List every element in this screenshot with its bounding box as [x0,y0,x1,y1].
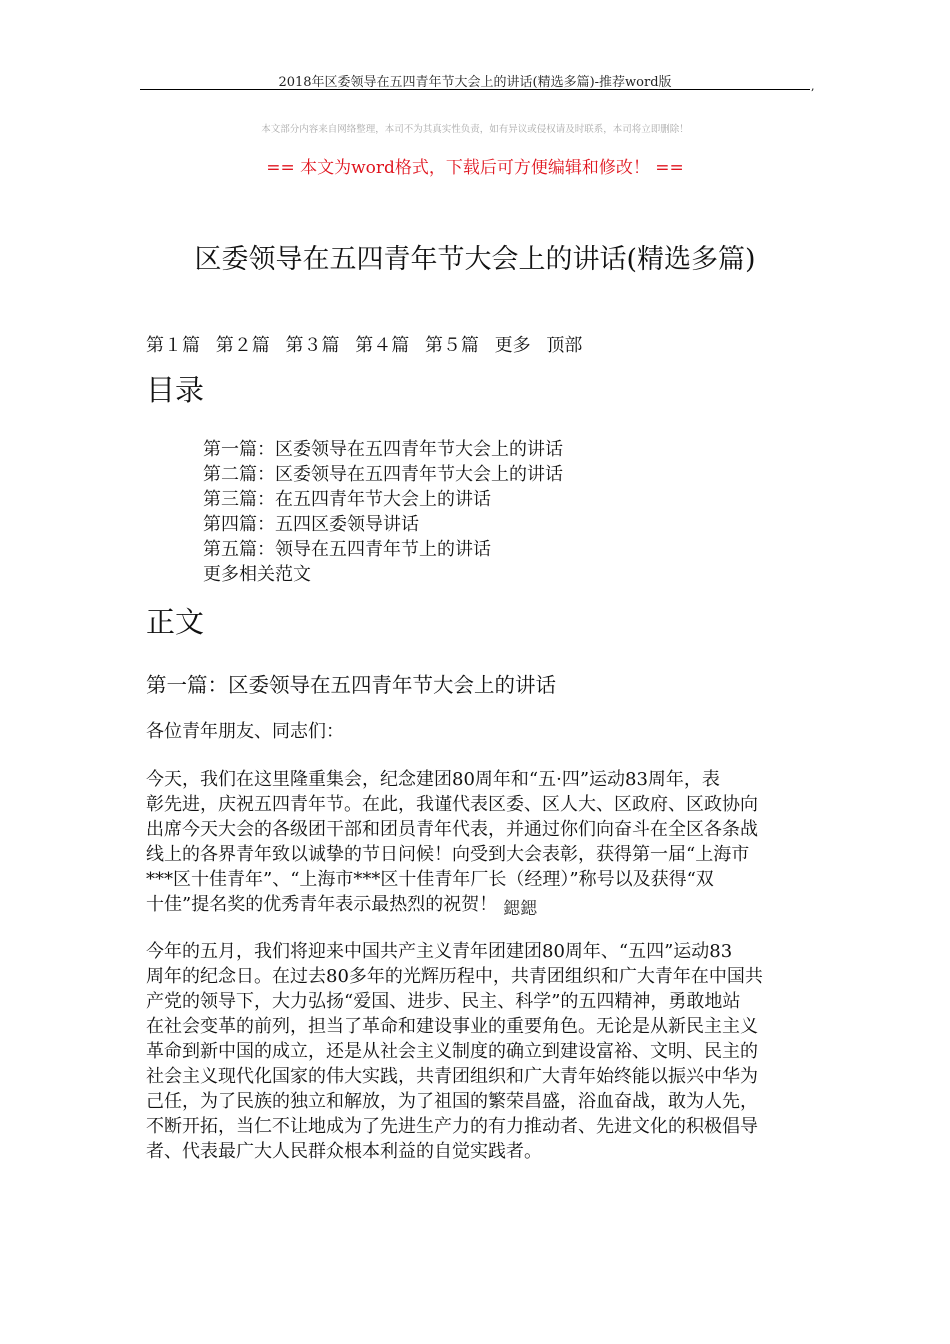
salutation-text: 各位青年朋友、同志们： [146,721,344,742]
paragraph-line: 产党的领导下，大力弘扬“爱国、进步、民主、科学”的五四精神，勇敢地站 [146,991,741,1012]
header-rule [140,89,810,90]
paragraph-line: 不断开拓，当仁不让地成为了先进生产力的有力推动者、先进文化的积极倡导 [146,1116,758,1137]
salutation [146,719,811,744]
toc-item-more[interactable]: 更多相关范文 [203,564,311,585]
chapter-title: 第一篇：区委领导在五四青年节大会上的讲话 [146,673,556,697]
nav-link-chapter-1[interactable]: 第１篇 [146,335,200,356]
disclaimer-text: 本文部分内容来自网络整理，本司不为其真实性负责，如有异议或侵权请及时联系，本司将立即删除！ [261,124,689,135]
chapter-nav [146,331,592,357]
paragraph-1 [146,767,811,918]
paragraph-line-last [146,892,811,918]
word-format-notice: == 本文为word格式，下载后可方便编辑和修改！ == [266,158,684,178]
running-header: 2018年区委领导在五四青年节大会上的讲话(精选多篇)-推荐word版 [278,75,672,90]
garbled-glyph-stamp: 鍶鍶 [503,899,538,919]
paragraph-line: 今天，我们在这里隆重集会，纪念建团80周年和“五·四”运动83周年，表 [146,769,720,790]
toc-item[interactable]: 第三篇：在五四青年节大会上的讲话 [203,489,491,510]
toc-item[interactable]: 第一篇：区委领导在五四青年节大会上的讲话 [203,439,563,460]
header-mark: , [811,80,815,93]
paragraph-line: 今年的五月，我们将迎来中国共产主义青年团建团80周年、“五四”运动83 [146,941,733,962]
nav-link-chapter-5[interactable]: 第５篇 [424,335,479,356]
toc-item[interactable]: 第二篇：区委领导在五四青年节大会上的讲话 [203,464,563,485]
nav-link-chapter-4[interactable]: 第４篇 [355,335,410,356]
toc-item[interactable]: 第五篇：领导在五四青年节上的讲话 [203,539,491,560]
paragraph-line: 彰先进，庆祝五四青年节。在此，我谨代表区委、区人大、区政府、区政协向 [146,794,758,815]
nav-link-chapter-2[interactable]: 第２篇 [215,335,270,356]
paragraph-line: 社会主义现代化国家的伟大实践，共青团组织和广大青年始终能以振兴中华为 [146,1066,758,1087]
nav-link-chapter-3[interactable]: 第３篇 [285,335,340,356]
nav-link-more[interactable]: 更多 [494,335,531,356]
body-heading: 正文 [146,605,205,639]
toc-heading: 目录 [146,373,205,407]
paragraph-line: 者、代表最广大人民群众根本利益的自觉实践者。 [146,1141,542,1162]
paragraph-line: 革命到新中国的成立，还是从社会主义制度的确立到建设富裕、文明、民主的 [146,1041,758,1062]
nav-link-top[interactable]: 顶部 [546,335,583,356]
paragraph-line: 出席今天大会的各级团干部和团员青年代表，并通过你们向奋斗在全区各条战 [146,819,758,840]
table-of-contents [203,437,563,587]
paragraph-line: 线上的各界青年致以诚挚的节日问候！向受到大会表彰，获得第一届“上海市 [146,844,750,865]
document-title: 区委领导在五四青年节大会上的讲话(精选多篇) [194,244,756,275]
toc-item[interactable]: 第四篇：五四区委领导讲话 [203,514,419,535]
paragraph-line: 己任，为了民族的独立和解放，为了祖国的繁荣昌盛，浴血奋战，敢为人先， [146,1091,758,1112]
paragraph-line: 周年的纪念日。在过去80多年的光辉历程中，共青团组织和广大青年在中国共 [146,966,763,987]
paragraph-line: ***区十佳青年”、“上海市***区十佳青年厂长（经理）”称号以及获得“双 [146,869,714,890]
paragraph-2 [146,939,811,1164]
paragraph-line: 在社会变革的前列，担当了革命和建设事业的重要角色。无论是从新民主主义 [146,1016,758,1037]
paragraph-line-text: 十佳”提名奖的优秀青年表示最热烈的祝贺！ [146,894,498,915]
